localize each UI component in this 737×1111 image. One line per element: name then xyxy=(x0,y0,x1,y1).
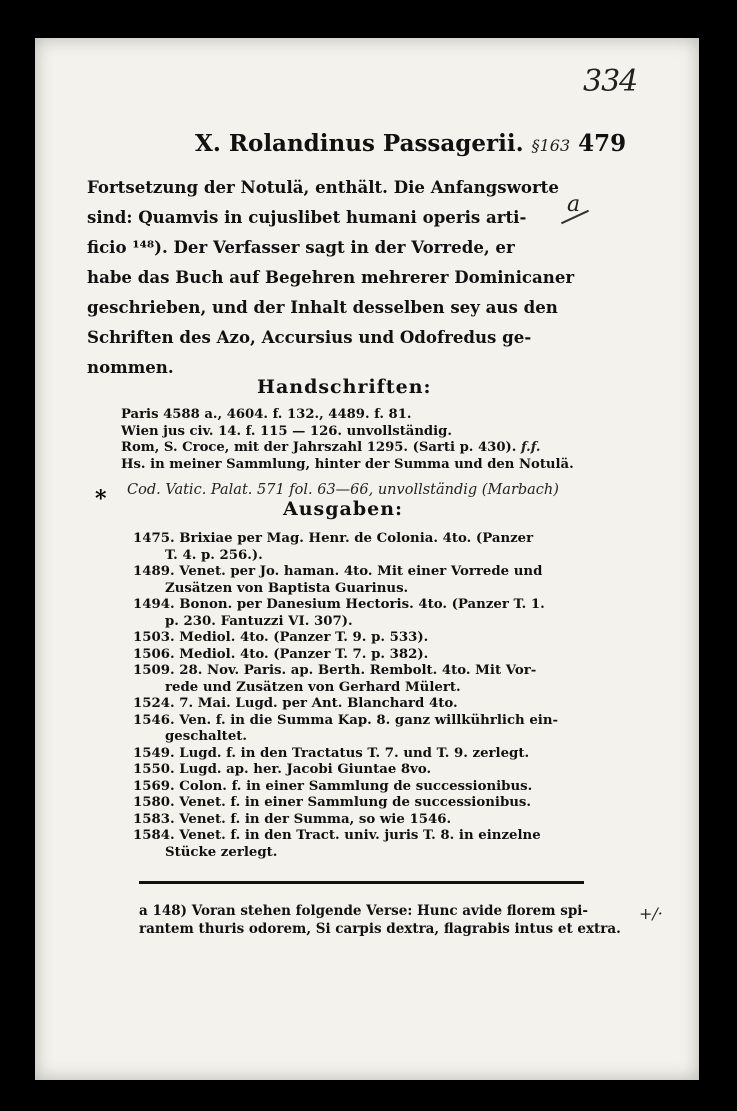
edition-line: 1494. Bonon. per Danesium Hectoris. 4to. (Panzer T. 1. xyxy=(133,597,545,612)
footnote-line: rantem thuris odorem, Si carpis dextra, flagrabis intus et extra. xyxy=(139,921,621,937)
edition-item xyxy=(133,812,678,829)
page-number: 479 xyxy=(578,130,627,157)
body-paragraph xyxy=(87,172,677,382)
handwritten-bracket-note: (Marbach) xyxy=(481,482,559,498)
running-head xyxy=(195,130,655,157)
edition-item xyxy=(133,696,678,713)
edition-line: p. 230. Fantuzzi VI. 307). xyxy=(165,613,353,629)
asterisk-mark: * xyxy=(95,486,107,512)
folio-number: 334 xyxy=(583,64,638,99)
edition-line: geschaltet. xyxy=(165,729,248,744)
manuscript-item: Hs. in meiner Sammlung, hinter der Summa und den Notulä. xyxy=(121,456,574,472)
edition-item xyxy=(133,713,678,746)
handwritten-ff: f.f. xyxy=(520,440,541,455)
edition-line: 1475. Brixiae per Mag. Henr. de Colonia. 4to. (Panzer xyxy=(133,531,534,546)
edition-line: 1583. Venet. f. in der Summa, so wie 1546. xyxy=(133,811,452,827)
edition-line: rede und Zusätzen von Gerhard Mülert. xyxy=(165,679,461,695)
edition-line: Stücke zerlegt. xyxy=(165,844,278,860)
edition-item xyxy=(133,762,678,779)
edition-item xyxy=(133,630,678,647)
editions-heading: Ausgaben: xyxy=(283,498,404,520)
handwritten-addition: Cod. Vatic. Palat. 571 fol. 63—66, unvollständig (Marbach) xyxy=(127,482,559,498)
manuscript-item: Rom, S. Croce, mit der Jahrszahl 1295. (Sarti p. 430). f.f. xyxy=(121,440,541,455)
edition-line: 1524. 7. Mai. Lugd. per Ant. Blanchard 4to. xyxy=(133,696,458,711)
body-line: sind: Quamvis in cujuslibet humani operis arti- xyxy=(87,207,527,227)
manuscripts-heading: Handschriften: xyxy=(257,376,432,398)
edition-line: 1503. Mediol. 4to. (Panzer T. 9. p. 533). xyxy=(133,630,429,645)
edition-line: 1550. Lugd. ap. her. Jacobi Giuntae 8vo. xyxy=(133,762,432,777)
body-line: nommen. xyxy=(87,357,174,377)
edition-line: 1506. Mediol. 4to. (Panzer T. 7. p. 382). xyxy=(133,646,429,662)
running-head-title: X. Rolandinus Passagerii. xyxy=(195,130,524,157)
edition-line: T. 4. p. 256.). xyxy=(165,547,263,563)
manuscript-item: Wien jus civ. 14. f. 115 — 126. unvollständig. xyxy=(121,423,452,439)
edition-item xyxy=(133,795,678,812)
footnote-line: a 148) Voran stehen folgende Verse: Hunc avide florem spi- xyxy=(139,903,589,919)
edition-item xyxy=(133,663,678,696)
edition-item xyxy=(133,531,678,564)
body-line: Fortsetzung der Notulä, enthält. Die Anfangsworte xyxy=(87,177,559,197)
editions-list xyxy=(133,531,678,861)
edition-line: 1546. Ven. f. in die Summa Kap. 8. ganz willkührlich ein- xyxy=(133,712,559,728)
footnote xyxy=(139,902,621,938)
margin-note-a: a xyxy=(567,192,581,217)
edition-line: Zusätzen von Baptista Guarinus. xyxy=(165,580,409,596)
body-line: geschrieben, und der Inhalt desselben sey aus den xyxy=(87,297,558,317)
footnote-rule xyxy=(139,881,584,884)
manuscript-item: Paris 4588 a., 4604. f. 132., 4489. f. 81. xyxy=(121,407,412,422)
edition-item xyxy=(133,779,678,796)
edition-line: 1549. Lugd. f. in den Tractatus T. 7. und T. 9. zerlegt. xyxy=(133,745,530,761)
edition-item xyxy=(133,597,678,630)
edition-line: 1509. 28. Nov. Paris. ap. Berth. Rembolt. 4to. Mit Vor- xyxy=(133,663,537,678)
body-line: ficio ¹⁴⁸). Der Verfasser sagt in der Vorrede, er xyxy=(87,237,515,257)
scanned-page xyxy=(35,38,699,1080)
body-line: Schriften des Azo, Accursius und Odofredus ge- xyxy=(87,327,532,347)
edition-line: 1584. Venet. f. in den Tract. univ. juris T. 8. in einzelne xyxy=(133,828,541,843)
edition-line: 1489. Venet. per Jo. haman. 4to. Mit einer Vorrede und xyxy=(133,564,543,579)
footnote-margin-mark: +/· xyxy=(639,904,663,923)
edition-item xyxy=(133,828,678,861)
edition-line: 1580. Venet. f. in einer Sammlung de successionibus. xyxy=(133,795,532,810)
body-line: habe das Buch auf Begehren mehrerer Dominicaner xyxy=(87,267,575,287)
edition-item xyxy=(133,746,678,763)
manuscripts-list xyxy=(121,407,671,473)
edition-item xyxy=(133,564,678,597)
handwritten-section-mark: §163 xyxy=(531,136,571,155)
edition-line: 1569. Colon. f. in einer Sammlung de successionibus. xyxy=(133,778,533,794)
edition-item xyxy=(133,647,678,664)
